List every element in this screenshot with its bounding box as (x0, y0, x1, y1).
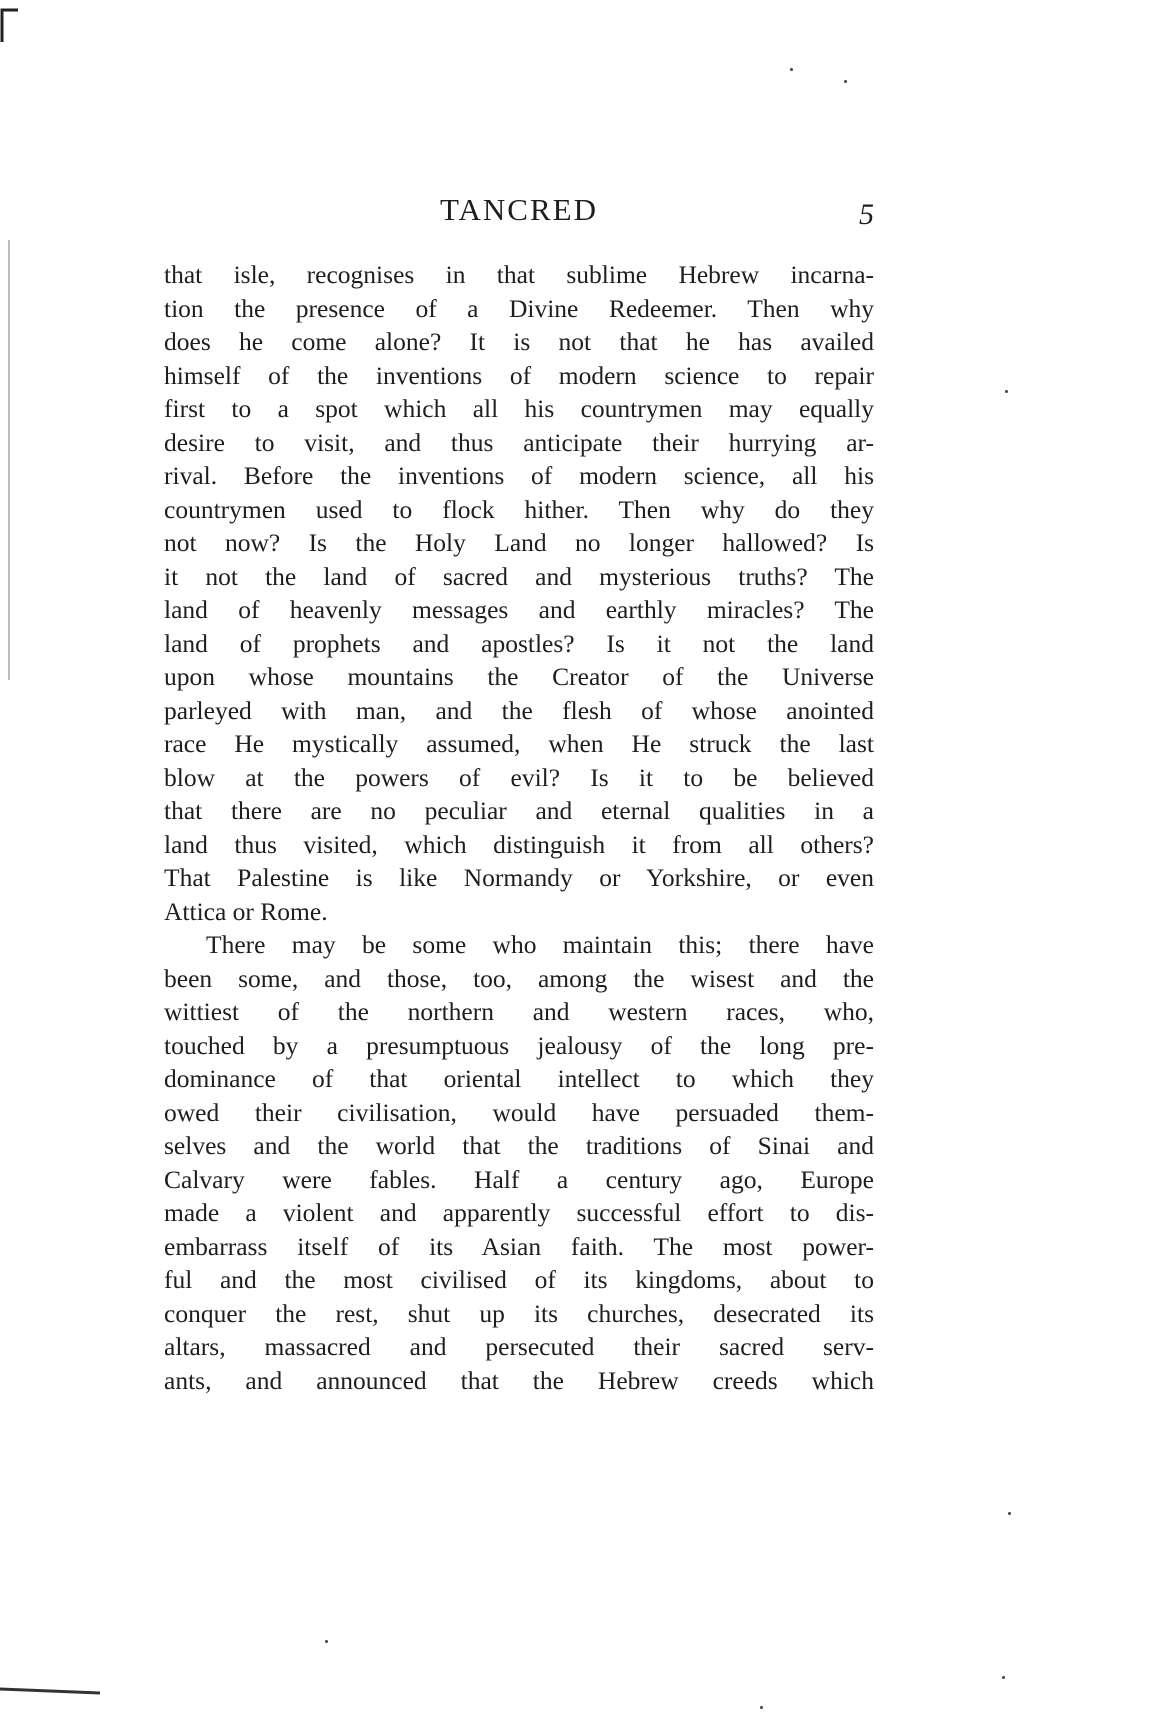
text-line: race He mystically assumed, when He struck the last (164, 729, 874, 758)
text-line: rival. Before the inventions of modern science, all his (164, 461, 874, 490)
scan-speck (1002, 1676, 1005, 1679)
scan-binding-shadow (8, 240, 10, 680)
text-line: Calvary were fables. Half a century ago, Europe (164, 1164, 874, 1194)
text-line: upon whose mountains the Creator of the Universe (164, 662, 874, 691)
text-line: embarrass itself of its Asian faith. The most power- (164, 1231, 874, 1261)
body-text (164, 258, 874, 1397)
page-number: 5 (859, 198, 874, 231)
scan-corner-mark (0, 8, 20, 44)
text-line: tion the presence of a Divine Redeemer. Then why (164, 293, 874, 323)
text-line: countrymen used to flock hither. Then why do they (164, 494, 874, 524)
text-line: land of prophets and apostles? Is it not the land (164, 628, 874, 658)
text-line: altars, massacred and persecuted their sacred serv- (164, 1332, 874, 1361)
text-line: owed their civilisation, would have persuaded them- (164, 1097, 874, 1127)
scan-speck (1005, 390, 1008, 393)
running-title: TANCRED (440, 192, 598, 227)
text-line: That Palestine is like Normandy or Yorkshire, or even (164, 863, 874, 892)
text-line: land thus visited, which distinguish it from all others? (164, 829, 874, 859)
text-line: Attica or Rome. (164, 896, 328, 926)
text-line: himself of the inventions of modern science to repair (164, 360, 874, 390)
text-line: that there are no peculiar and eternal qualities in a (164, 796, 874, 825)
text-line: ants, and announced that the Hebrew creeds which (164, 1365, 874, 1395)
text-line: made a violent and apparently successful effort to dis- (164, 1198, 874, 1227)
text-line: does he come alone? It is not that he has availed (164, 327, 874, 356)
scan-speck (1008, 1512, 1011, 1515)
text-line: There may be some who maintain this; there have (206, 930, 874, 959)
text-line: first to a spot which all his countrymen may equally (164, 394, 874, 423)
text-line: ful and the most civilised of its kingdoms, about to (164, 1265, 874, 1294)
text-line: that isle, recognises in that sublime Hebrew incarna- (164, 260, 874, 289)
text-line: parleyed with man, and the flesh of whose anointed (164, 695, 874, 725)
scan-speck (760, 1706, 763, 1709)
text-line: touched by a presumptuous jealousy of the long pre- (164, 1030, 874, 1060)
running-head (164, 192, 874, 232)
scan-speck (790, 68, 793, 71)
scan-speck (844, 80, 847, 83)
scan-edge-mark (0, 1686, 110, 1696)
text-line: wittiest of the northern and western races, who, (164, 997, 874, 1026)
text-line: not now? Is the Holy Land no longer hallowed? Is (164, 528, 874, 557)
text-line: been some, and those, too, among the wisest and the (164, 963, 874, 993)
text-line: blow at the powers of evil? Is it to be believed (164, 762, 874, 792)
text-line: conquer the rest, shut up its churches, desecrated its (164, 1298, 874, 1328)
text-line: desire to visit, and thus anticipate their hurrying ar- (164, 427, 874, 457)
scan-speck (325, 1640, 328, 1643)
text-line: selves and the world that the traditions of Sinai and (164, 1131, 874, 1160)
text-line: land of heavenly messages and earthly miracles? The (164, 595, 874, 624)
text-line: dominance of that oriental intellect to which they (164, 1064, 874, 1093)
text-line: it not the land of sacred and mysterious truths? The (164, 561, 874, 591)
